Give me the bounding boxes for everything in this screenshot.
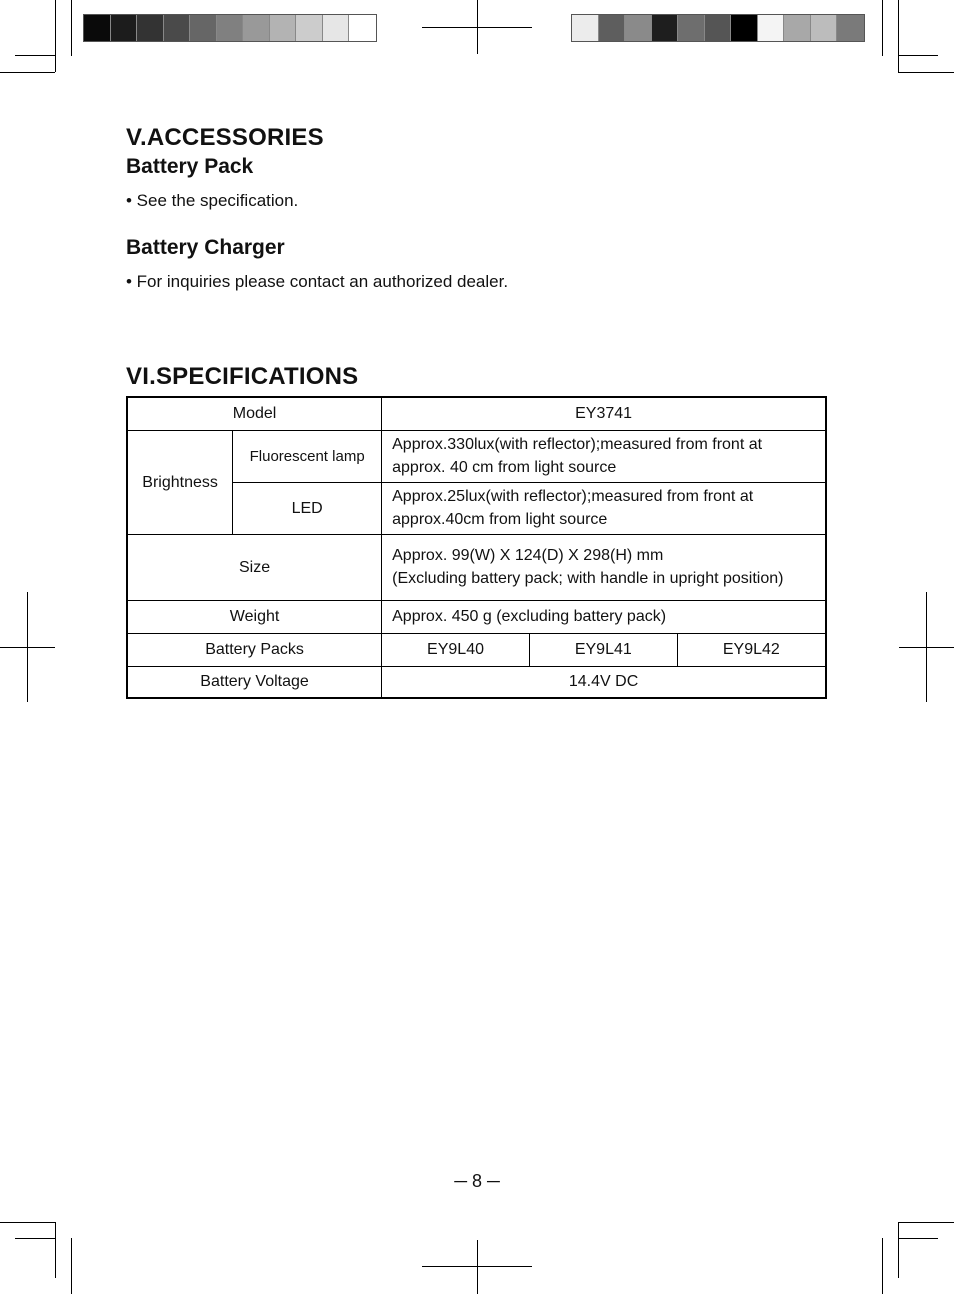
color-swatch xyxy=(784,15,811,41)
fluorescent-label: Fluorescent lamp xyxy=(233,430,382,482)
crop-mark xyxy=(898,1238,938,1239)
weight-label: Weight xyxy=(127,600,382,633)
size-value-line: (Excluding battery pack; with handle in upright position) xyxy=(392,570,784,587)
table-row xyxy=(127,430,826,482)
color-swatch xyxy=(758,15,785,41)
color-swatch xyxy=(164,15,191,41)
led-value-line: Approx.25lux(with reflector);measured from front at xyxy=(392,488,754,505)
registration-mark xyxy=(899,647,954,648)
battery-pack-value: EY9L41 xyxy=(529,633,677,666)
crop-mark xyxy=(55,0,56,72)
led-value xyxy=(382,482,826,534)
crop-mark xyxy=(882,1238,883,1294)
fluorescent-value xyxy=(382,430,826,482)
specifications-table xyxy=(126,396,827,699)
model-label: Model xyxy=(127,397,382,430)
fluorescent-value-line: Approx.330lux(with reflector);measured from front at xyxy=(392,436,763,453)
color-swatch xyxy=(811,15,838,41)
battery-packs-label: Battery Packs xyxy=(127,633,382,666)
color-swatch xyxy=(349,15,376,41)
table-row xyxy=(127,534,826,600)
crop-mark xyxy=(0,72,55,73)
size-value-line: Approx. 99(W) X 124(D) X 298(H) mm xyxy=(392,547,664,564)
table-row xyxy=(127,600,826,633)
color-swatch xyxy=(243,15,270,41)
color-swatch xyxy=(652,15,679,41)
crop-mark xyxy=(898,55,938,56)
battery-charger-text: • For inquiries please contact an authorized dealer. xyxy=(126,272,509,291)
brightness-label: Brightness xyxy=(127,430,233,534)
crop-mark xyxy=(898,1222,899,1278)
specifications-heading: VI.SPECIFICATIONS xyxy=(126,363,359,390)
battery-voltage-label: Battery Voltage xyxy=(127,666,382,698)
led-label: LED xyxy=(233,482,382,534)
color-swatch xyxy=(111,15,138,41)
led-value-line: approx.40cm from light source xyxy=(392,511,608,528)
color-swatch xyxy=(84,15,111,41)
color-swatch xyxy=(137,15,164,41)
crop-mark xyxy=(15,1238,56,1239)
size-value xyxy=(382,534,826,600)
crop-mark xyxy=(882,0,883,56)
table-row xyxy=(127,482,826,534)
battery-pack-title: Battery Pack xyxy=(126,155,254,178)
color-swatch xyxy=(731,15,758,41)
page-number: ─ 8 ─ xyxy=(454,1171,500,1191)
registration-mark xyxy=(422,1266,532,1267)
crop-mark xyxy=(71,0,72,56)
color-swatch xyxy=(837,15,864,41)
color-swatch xyxy=(270,15,297,41)
accessories-heading: V.ACCESSORIES xyxy=(126,124,324,151)
color-swatch xyxy=(678,15,705,41)
color-swatch xyxy=(572,15,599,41)
crop-mark xyxy=(15,55,56,56)
color-swatch xyxy=(599,15,626,41)
battery-pack-text: • See the specification. xyxy=(126,191,299,210)
table-row xyxy=(127,397,826,430)
weight-value: Approx. 450 g (excluding battery pack) xyxy=(382,600,826,633)
battery-pack-value: EY9L40 xyxy=(382,633,530,666)
crop-mark xyxy=(898,1222,954,1223)
crop-mark xyxy=(71,1238,72,1294)
color-swatch xyxy=(705,15,732,41)
crop-mark xyxy=(0,1222,55,1223)
color-swatch xyxy=(323,15,350,41)
color-swatch xyxy=(217,15,244,41)
registration-mark xyxy=(477,1240,478,1294)
color-swatch xyxy=(625,15,652,41)
registration-mark xyxy=(422,27,532,28)
color-swatch xyxy=(296,15,323,41)
battery-charger-title: Battery Charger xyxy=(126,236,285,259)
battery-pack-value: EY9L42 xyxy=(677,633,826,666)
crop-mark xyxy=(55,1222,56,1278)
model-value: EY3741 xyxy=(382,397,826,430)
table-row xyxy=(127,666,826,698)
color-swatch xyxy=(190,15,217,41)
crop-mark xyxy=(898,72,954,73)
crop-mark xyxy=(898,0,899,72)
grayscale-calibration-strip xyxy=(83,14,377,42)
registration-mark xyxy=(0,647,55,648)
battery-voltage-value: 14.4V DC xyxy=(382,666,826,698)
size-label: Size xyxy=(127,534,382,600)
table-row xyxy=(127,633,826,666)
color-calibration-strip xyxy=(571,14,865,42)
fluorescent-value-line: approx. 40 cm from light source xyxy=(392,459,617,476)
